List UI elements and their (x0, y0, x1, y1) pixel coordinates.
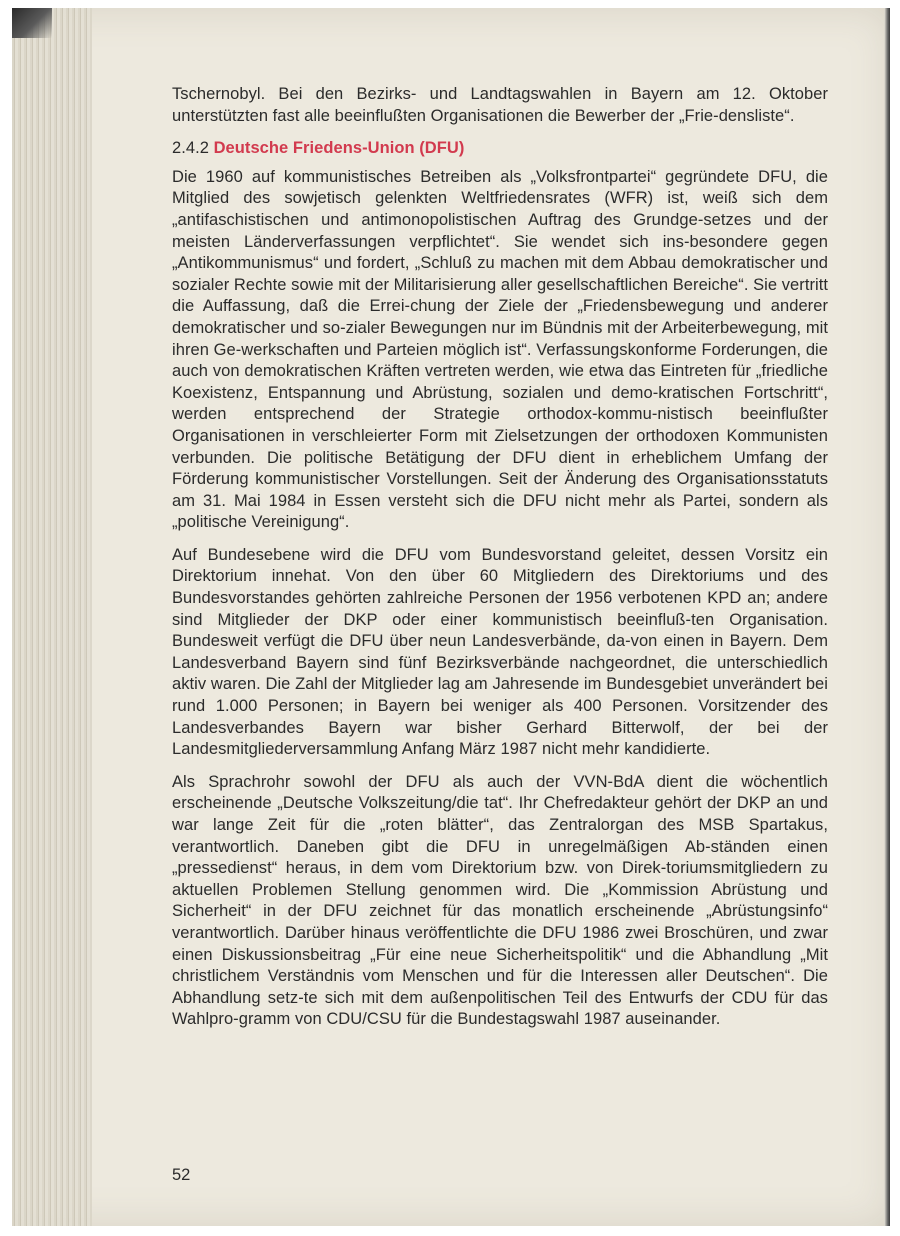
page-number: 52 (172, 1166, 191, 1184)
scan-corner-shadow (12, 8, 52, 38)
body-paragraph: Als Sprachrohr sowohl der DFU als auch der VVN-BdA dient die wöchentlich erscheinende „Deutsche Volkszeitung/die tat“. Ihr Chefredakteur gehört der DKP an und war lange Zeit für die „roten blätter“, das Zentralorgan des MSB Spartakus, verantwortlich. Daneben gibt die DFU in unregelmäßigen Ab-ständen einen „pressedienst“ heraus, in dem vom Direktorium bzw. von Direk-toriumsmitgliedern zu aktuellen Problemen Stellung genommen wird. Die „Kommission Abrüstung und Sicherheit“ in der DFU zeichnet für das monatlich erscheinende „Abrüstungsinfo“ verantwortlich. Darüber hinaus veröffentlichte die DFU 1986 zwei Broschüren, und zwar einen Diskussionsbeitrag „Für eine neue Sicherheitspolitik“ und die Abhandlung „Mit christlichem Verständnis vom Menschen und für die Interessen aller Deutschen“. Die Abhandlung setz-te sich mit dem außenpolitischen Teil des Entwurfs der CDU für das Wahlpro-gramm von CDU/CSU für die Bundestagswahl 1987 auseinander. (172, 772, 828, 1029)
section-title: Deutsche Friedens-Union (DFU) (213, 139, 465, 158)
intro-paragraph: Tschernobyl. Bei den Bezirks- und Landtagswahlen in Bayern am 12. Oktober unterstützten fast alle beeinflußten Organisationen die Bewerber der „Frie-densliste“. (172, 85, 828, 125)
book-spine-edge (12, 8, 92, 1226)
text-column (172, 84, 828, 1042)
body-paragraph: Die 1960 auf kommunistisches Betreiben als „Volksfrontpartei“ gegründete DFU, die Mitglied des sowjetisch gelenkten Weltfriedensrates (WFR) ist, weiß sich dem „antifaschistischen und antimonopolistischen Auftrag des Grundge-setzes und der meisten Länderverfassungen verpflichtet“. Sie wendet sich ins-besondere gegen „Antikommunismus“ und fordert, „Schluß zu machen mit dem Abbau demokratischer und sozialer Rechte sowie mit der Militarisierung aller gesellschaftlichen Bereiche“. Sie vertritt die Auffassung, daß die Errei-chung der Ziele der „Friedensbewegung und anderer demokratischer und so-zialer Bewegungen nur im Bündnis mit der Arbeiterbewegung, mit ihren Ge-werkschaften und Parteien möglich ist“. Verfassungskonforme Forderungen, die auch von demokratischen Kräften vertreten werden, wie etwa das Eintreten für „friedliche Koexistenz, Entspannung und Abrüstung, sozialen und demo-kratischen Fortschritt“, werden entsprechend der Strategie orthodox-kommu-nistisch beeinflußter Organisationen in verschleierter Form mit Zielsetzungen der orthodoxen Kommunisten verbunden. Die politische Betätigung der DFU dient in erheblichem Umfang der Förderung kommunistischer Vorstellungen. Seit der Änderung des Organisationsstatuts am 31. Mai 1984 in Essen versteht sich die DFU nicht mehr als Partei, sondern als „politische Vereinigung“. (172, 167, 828, 532)
page-right-edge (884, 8, 890, 1226)
body-paragraph: Auf Bundesebene wird die DFU vom Bundesvorstand geleitet, dessen Vorsitz ein Direktorium innehat. Von den über 60 Mitgliedern des Direktoriums und des Bundesvorstandes gehörten zahlreiche Personen der 1956 verbotenen KPD an; andere sind Mitglieder der DKP oder einer kommunistisch beeinfluß-ten Organisation. Bundesweit verfügt die DFU über neun Landesverbände, da-von einen in Bayern. Dem Landesverband Bayern sind fünf Bezirksverbände nachgeordnet, die unterschiedlich aktiv waren. Die Zahl der Mitglieder lag am Jahresende im Bundesgebiet unverändert bei rund 1.000 Personen; in Bayern bei weniger als 400 Personen. Vorsitzender des Landesverbandes Bayern war bisher Gerhard Bitterwolf, der bei der Landesmitgliederversammlung Anfang März 1987 nicht mehr kandidierte. (172, 545, 828, 759)
section-heading (172, 138, 828, 160)
section-number: 2.4.2 (172, 139, 209, 158)
